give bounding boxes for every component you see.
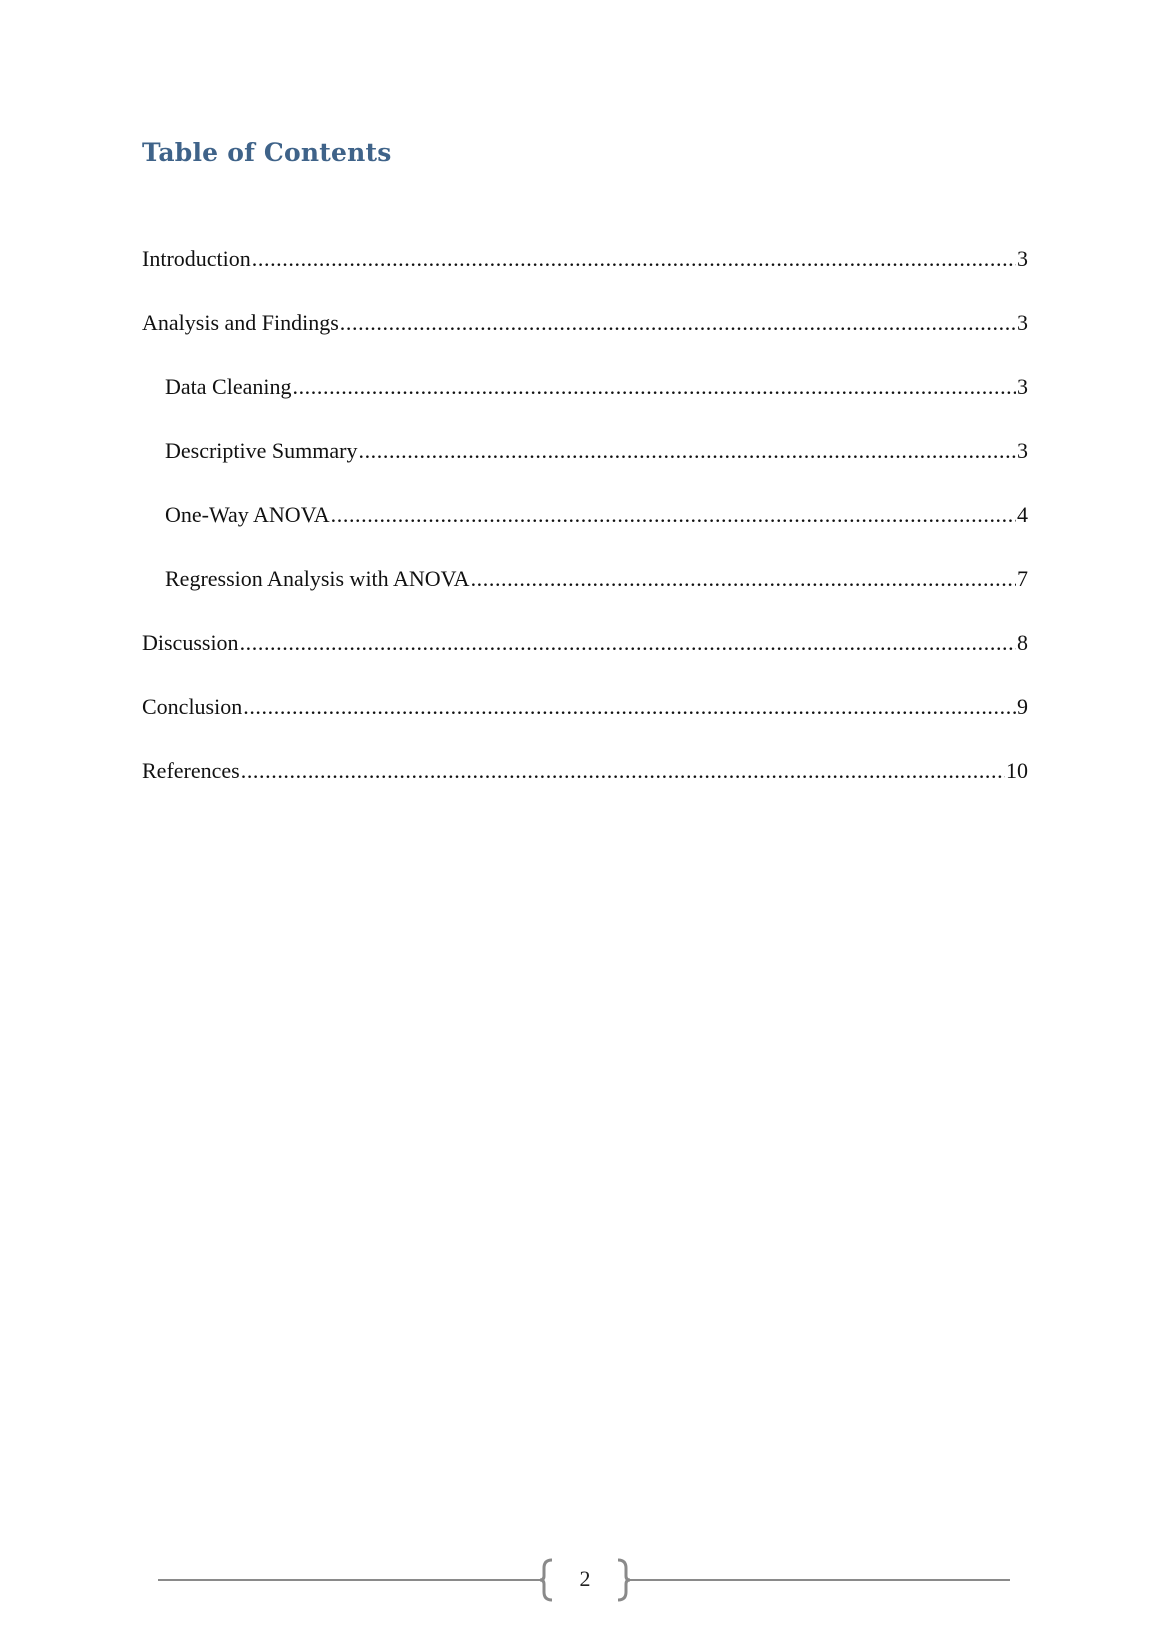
toc-entry-label: References <box>142 758 240 783</box>
toc-list <box>142 246 1028 822</box>
toc-entry-page: 8 <box>1017 630 1028 655</box>
left-brace-icon <box>538 1556 556 1604</box>
toc-entry-data-cleaning[interactable] <box>142 374 1028 438</box>
toc-entry-descriptive-summary[interactable] <box>142 438 1028 502</box>
toc-entry-page: 7 <box>1017 566 1028 591</box>
toc-entry-label: Discussion <box>142 630 239 655</box>
toc-dot-leader <box>240 630 1016 656</box>
toc-entry-label: One-Way ANOVA <box>165 502 330 527</box>
toc-entry-label: Data Cleaning <box>165 374 292 399</box>
toc-entry-label: Descriptive Summary <box>165 438 358 463</box>
toc-entry-references[interactable] <box>142 758 1028 822</box>
toc-title: Table of Contents <box>142 138 392 167</box>
toc-entry-page: 3 <box>1017 438 1028 463</box>
toc-entry-page: 10 <box>1006 758 1028 783</box>
toc-dot-leader <box>358 438 1016 464</box>
page-number: 2 <box>579 1566 591 1591</box>
toc-entry-introduction[interactable] <box>142 246 1028 310</box>
footer-rule-right <box>626 1579 1010 1581</box>
toc-entry-label: Conclusion <box>142 694 243 719</box>
toc-entry-page: 3 <box>1017 310 1028 335</box>
toc-entry-regression-analysis-with-anova[interactable] <box>142 566 1028 630</box>
page-footer <box>158 1556 1010 1604</box>
toc-entry-conclusion[interactable] <box>142 694 1028 758</box>
toc-dot-leader <box>340 310 1016 336</box>
toc-entry-one-way-anova[interactable] <box>142 502 1028 566</box>
toc-entry-page: 4 <box>1017 502 1028 527</box>
toc-entry-page: 3 <box>1017 246 1028 271</box>
toc-dot-leader <box>243 694 1016 720</box>
toc-dot-leader <box>252 246 1016 272</box>
toc-entry-analysis-and-findings[interactable] <box>142 310 1028 374</box>
toc-dot-leader <box>331 502 1016 528</box>
toc-dot-leader <box>292 374 1016 400</box>
toc-entry-discussion[interactable] <box>142 630 1028 694</box>
toc-entry-page: 3 <box>1017 374 1028 399</box>
toc-entry-label: Regression Analysis with ANOVA <box>165 566 470 591</box>
toc-entry-page: 9 <box>1017 694 1028 719</box>
toc-entry-label: Introduction <box>142 246 251 271</box>
toc-entry-label: Analysis and Findings <box>142 310 339 335</box>
toc-dot-leader <box>241 758 1005 784</box>
footer-rule-left <box>158 1579 541 1581</box>
toc-dot-leader <box>471 566 1016 592</box>
